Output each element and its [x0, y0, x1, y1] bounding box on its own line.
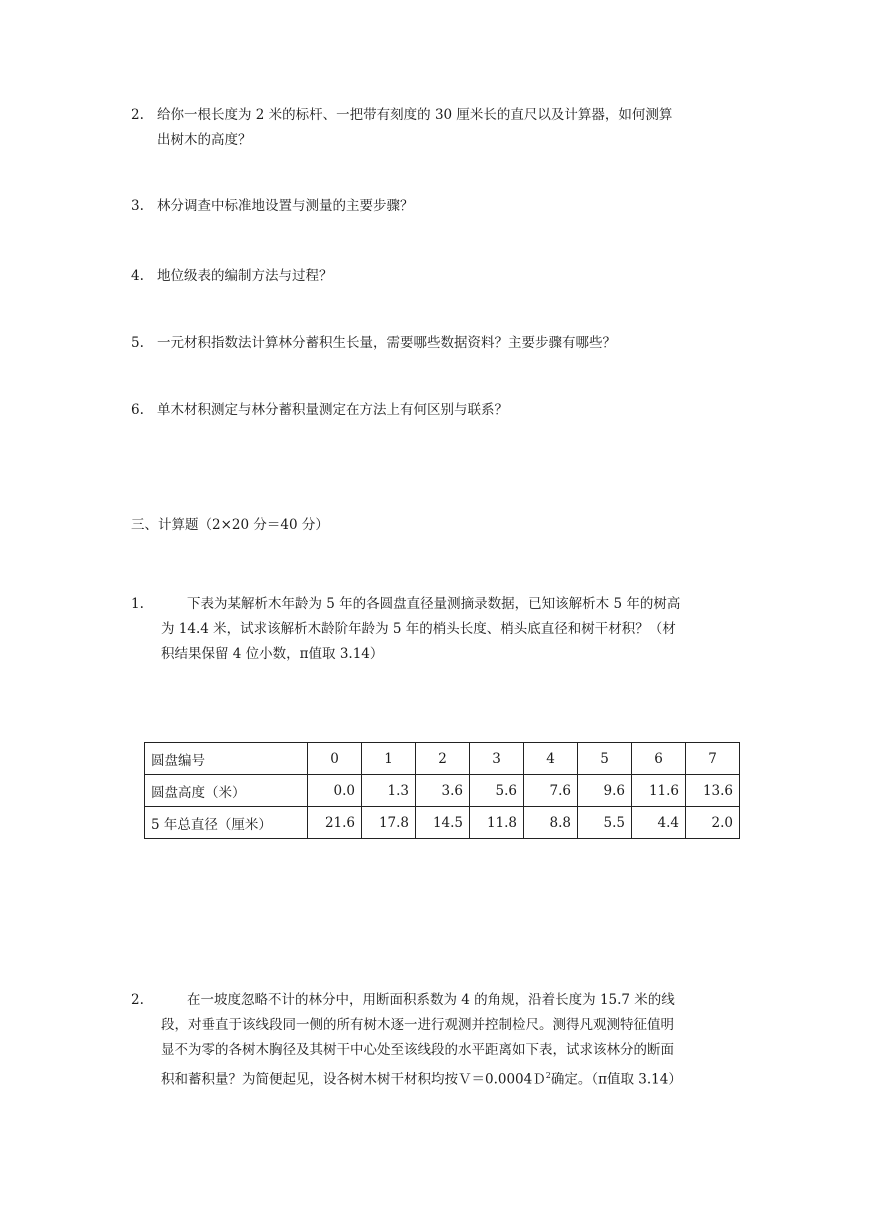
- table-cell: 7: [686, 743, 740, 775]
- question-number: 6.: [131, 402, 144, 418]
- question-text: 林分调查中标准地设置与测量的主要步骤？: [157, 198, 414, 214]
- table-cell: 2: [416, 743, 470, 775]
- disk-data-table: [144, 742, 740, 839]
- table-row: [145, 743, 740, 775]
- calc-question-1: [131, 592, 741, 667]
- question-text-continued: 积结果保留 4 位小数，π值取 3.14）: [161, 646, 384, 662]
- table-cell: 0: [308, 743, 362, 775]
- table-cell: 3.6: [416, 775, 470, 807]
- question-text-continued: 出树木的高度？: [157, 132, 252, 148]
- table-row: [145, 807, 740, 839]
- table-cell: 11.6: [632, 775, 686, 807]
- question-number: 2.: [131, 992, 144, 1008]
- question-text: 下表为某解析木年龄为 5 年的各圆盘直径量测摘录数据，已知该解析木 5 年的树高: [187, 596, 681, 612]
- question-6: [131, 398, 741, 423]
- question-text-continued: [131, 1063, 741, 1093]
- table-cell: 0.0: [308, 775, 362, 807]
- question-number: 2.: [131, 107, 144, 123]
- table-cell: 9.6: [578, 775, 632, 807]
- table-cell: 8.8: [524, 807, 578, 839]
- question-text: 一元材积指数法计算林分蓄积生长量，需要哪些数据资料？主要步骤有哪些？: [157, 335, 616, 351]
- table-cell: 3: [470, 743, 524, 775]
- question-number: 4.: [131, 268, 144, 284]
- question-text-continued: 段，对垂直于该线段同一侧的所有树木逐一进行观测并控制检尺。测得凡观测特征值明: [161, 1017, 674, 1033]
- row-label: 5 年总直径（厘米）: [145, 807, 308, 839]
- question-text: 在一坡度忽略不计的林分中，用断面积系数为 4 的角规，沿着长度为 15.7 米的线: [187, 992, 675, 1008]
- table-cell: 14.5: [416, 807, 470, 839]
- table-cell: 7.6: [524, 775, 578, 807]
- table-cell: 2.0: [686, 807, 740, 839]
- table-cell: 5.5: [578, 807, 632, 839]
- question-5: [131, 331, 741, 356]
- question-text: 单木材积测定与林分蓄积量测定在方法上有何区别与联系？: [157, 402, 508, 418]
- question-number: 1.: [131, 596, 144, 612]
- table-cell: 4.4: [632, 807, 686, 839]
- formula-text-end: 确定。（π值取 3.14）: [550, 1071, 682, 1088]
- table-cell: 5: [578, 743, 632, 775]
- table-cell: 13.6: [686, 775, 740, 807]
- question-3: [131, 194, 741, 219]
- question-number: 3.: [131, 198, 144, 214]
- formula-exponent: 2: [545, 1071, 551, 1080]
- table-cell: 17.8: [362, 807, 416, 839]
- section-title: 三、计算题（2×20 分＝40 分）: [131, 517, 329, 533]
- question-4: [131, 264, 741, 289]
- row-label: 圆盘高度（米）: [145, 775, 308, 807]
- formula-text: 积和蓄积量？为简便起见，设各树木树干材积均按Ｖ＝0.0004Ｄ: [161, 1071, 546, 1088]
- question-text-continued: 为 14.4 米，试求该解析木龄阶年龄为 5 年的梢头长度、梢头底直径和树干材积？（材: [161, 621, 676, 637]
- calc-question-2: [131, 988, 741, 1093]
- table-cell: 11.8: [470, 807, 524, 839]
- table-cell: 1.3: [362, 775, 416, 807]
- question-2: [131, 103, 741, 153]
- question-text: 给你一根长度为 2 米的标杆、一把带有刻度的 30 厘米长的直尺以及计算器，如何测算: [157, 107, 673, 123]
- table-cell: 4: [524, 743, 578, 775]
- row-label: 圆盘编号: [145, 743, 308, 775]
- question-number: 5.: [131, 335, 144, 351]
- table-cell: 21.6: [308, 807, 362, 839]
- question-text: 地位级表的编制方法与过程？: [157, 268, 333, 284]
- table-cell: 5.6: [470, 775, 524, 807]
- table-cell: 6: [632, 743, 686, 775]
- question-text-continued: 显不为零的各树木胸径及其树干中心处至该线段的水平距离如下表，试求该林分的断面: [161, 1042, 674, 1058]
- table-cell: 1: [362, 743, 416, 775]
- table-row: [145, 775, 740, 807]
